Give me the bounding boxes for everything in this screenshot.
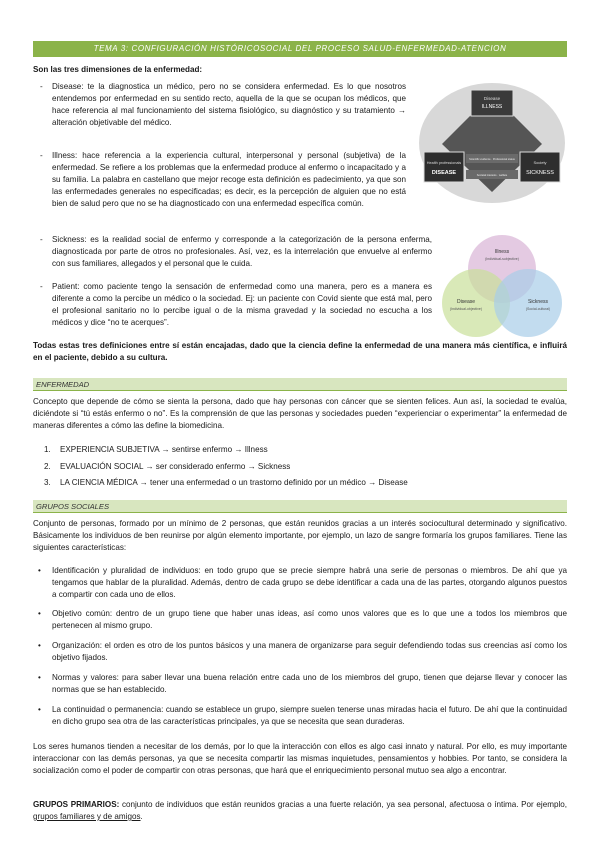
dimensions-venn-diagram — [438, 233, 566, 341]
venn-disease-label: Disease — [456, 299, 476, 305]
section-heading-enfermedad: ENFERMEDAD — [33, 378, 567, 391]
caracteristica-3: Organización: el orden es otro de los puntos básicos y una manera de organizarse para seguir defendiendo todas sus creencias así como los objetivo fijados. — [52, 641, 567, 662]
diagram-mid-text-2: Societal interests · welfare — [476, 174, 508, 177]
list-number: 3. — [44, 478, 51, 487]
diagram-top-label: Disease — [483, 96, 501, 101]
bullet-marker: • — [38, 566, 41, 575]
enfermedad-item-3: LA CIENCIA MÉDICA → tener una enfermedad o un trastorno definido por un médico → Disease — [60, 478, 408, 487]
bullet-marker: - — [40, 82, 43, 91]
venn-illness-sub: (Individual-subjective) — [485, 257, 519, 261]
grupos-text: Conjunto de personas, formado por un mínimo de 2 personas, que están reunidos gracias a un interés sociocultural determinado y significativo. Básicamente los individuos de ben reunirse por algún elemento importante, por ejemplo, un lazo de sangre formaría los grupos familiares. Tiene las siguientes características: — [33, 519, 567, 552]
dimension-sickness: Sickness: es la realidad social de enfermo y corresponde a la categorización de la persona enferma, diagnosticada por parte de otros no profesionales. Así, vez, es la interrelación que envuelve al enfermo con sus familiares, allegados y el personal que le cuida. — [52, 235, 432, 268]
venn-sickness-sub: (Social-cultural) — [525, 307, 551, 311]
list-number: 1. — [44, 445, 51, 454]
venn-illness-label: Illness — [494, 249, 510, 255]
grupos-primarios-text: GRUPOS PRIMARIOS: conjunto de individuos que están reunidos gracias a una fuerte relación, ya sea personal, afectuosa o íntima. Por ejemplo, grupos familiares y de amigos. — [33, 800, 568, 821]
diagram-right-box — [520, 152, 560, 182]
grupos-familiares-link: grupos familiares y de amigos — [33, 812, 141, 821]
section-heading-grupos-sociales: GRUPOS SOCIALES — [33, 500, 567, 513]
diagram-mid-text-1: Scientific evidence · Professional status — [469, 158, 515, 161]
bullet-marker: - — [40, 282, 43, 291]
venn-disease-sub: (Individual-objective) — [449, 307, 483, 311]
diagram-right-sub: Society — [533, 160, 547, 165]
summary-text: Todas estas tres definiciones entre sí están encajadas, dado que la ciencia define la enfermedad de una manera más científica, e influirá en el paciente, debido a su cultura. — [33, 341, 567, 362]
dimension-disease: Disease: te la diagnostica un médico, pero no se considera enfermedad. Es lo que nosotros entendemos por enfermedad en su sentido recto, aquella de la que se ocupan los médicos, que hace referencia al mal funcionamiento del sistema fisiológico, su diagnóstico y su tratamiento → alteración objetivable del médico. — [52, 82, 406, 127]
bullet-marker: • — [38, 705, 41, 714]
humanos-text: Los seres humanos tienden a necesitar de los demás, por lo que la interacción con ellos es algo casi innato y natural. Por ello, es muy importante interaccionar con las demás personas, ya que se necesita compartir las mismas inquietudes, pensamientos y hobbies. Por tanto, se considera la socialización como el poder de compartir con otras personas, que hará que el enriquecimiento personal mutuo sea algo a encontrar. — [33, 742, 567, 775]
caracteristica-2: Objetivo común: dentro de un grupo tiene que haber unas ideas, así como unos valores que es lo que une a todos los miembros que pertenecen al mismo grupo. — [52, 609, 567, 630]
venn-sickness-label: Sickness — [527, 299, 549, 305]
topic-banner: TEMA 3: CONFIGURACIÓN HISTÓRICOSOCIAL DEL PROCESO SALUD-ENFERMEDAD-ATENCION — [33, 41, 567, 57]
diagram-top-sub: ILLNESS — [481, 104, 503, 110]
bullet-marker: - — [40, 235, 43, 244]
diagram-right-label: SICKNESS — [526, 170, 554, 176]
bullet-marker: • — [38, 609, 41, 618]
bullet-marker: • — [38, 641, 41, 650]
list-number: 2. — [44, 462, 51, 471]
enfermedad-item-2: EVALUACIÓN SOCIAL → ser considerado enfermo → Sickness — [60, 462, 291, 471]
diagram-left-sub: Health professionals — [426, 161, 462, 165]
caracteristica-5: La continuidad o permanencia: cuando se establece un grupo, siempre suelen tenerse unas miradas hacia el futuro. De ahí que la continuidad en dicho grupo sea otra de las características principales, ya que se necesita que sean duraderas. — [52, 705, 567, 726]
diagram-left-box — [424, 152, 464, 182]
bullet-marker: • — [38, 673, 41, 682]
dimension-illness: Illness: hace referencia a la experiencia cultural, interpersonal y personal (subjetiva) de la enfermedad. Se refiere a los problemas que la enfermedad produce al enfermo o incapacitado y a su familia. La palabra en castellano que mejor recoge esta definición es padecimiento, ya que son las enfermedades generales no especificadas; es decir, es la percepción de alguien que no está bien de salud pero que no se ha diagnosticado con una enfermedad específica común. — [52, 151, 406, 208]
diagram-left-label: DISEASE — [431, 170, 457, 176]
dimension-patient: Patient: como paciente tengo la sensación de enfermedad como una manera, pero es a manera es diferente a como la percibe un médico o la sociedad. Ej: un paciente con Covid siente que está mal, pero el profesional sanitario no lo percibe igual o de la misma gravedad y la sociedad no escucha a los médicos y dice “no te acerques”. — [52, 282, 432, 327]
enfermedad-item-1: EXPERIENCIA SUBJETIVA → sentirse enfermo → Illness — [60, 445, 268, 454]
diagram-top-box — [471, 90, 513, 116]
caracteristica-4: Normas y valores: para saber llevar una buena relación entre cada uno de los miembros del grupo, tienen que dejarse llevar y conocer las normas que se han establecido. — [52, 673, 567, 694]
intro-text: Son las tres dimensiones de la enfermedad: — [33, 65, 203, 74]
caracteristica-1: Identificación y pluralidad de individuos: en todo grupo que se precie siempre habrá una serie de personas o miembros. De ahí que ya tengamos que hablar de la pluralidad. Además, dentro de cada grupo se debe identificar a cada una de las partes, otorgando algunos puestos a compartir con cada uno de ellos. — [52, 566, 567, 599]
bullet-marker: - — [40, 151, 43, 160]
dimensions-triangle-diagram — [418, 82, 566, 204]
enfermedad-text: Concepto que depende de cómo se sienta la persona, dado que hay personas con cáncer que se sienten felices. Aun así, la sociedad te evalúa, diciéndote si “tú estás enfermo o no”. Es la comprensión de que las personas y sociedades pueden “experienciar o experimentar” la enfermedad de maneras diferentes a cómo las define la biomedicina. — [33, 397, 567, 430]
